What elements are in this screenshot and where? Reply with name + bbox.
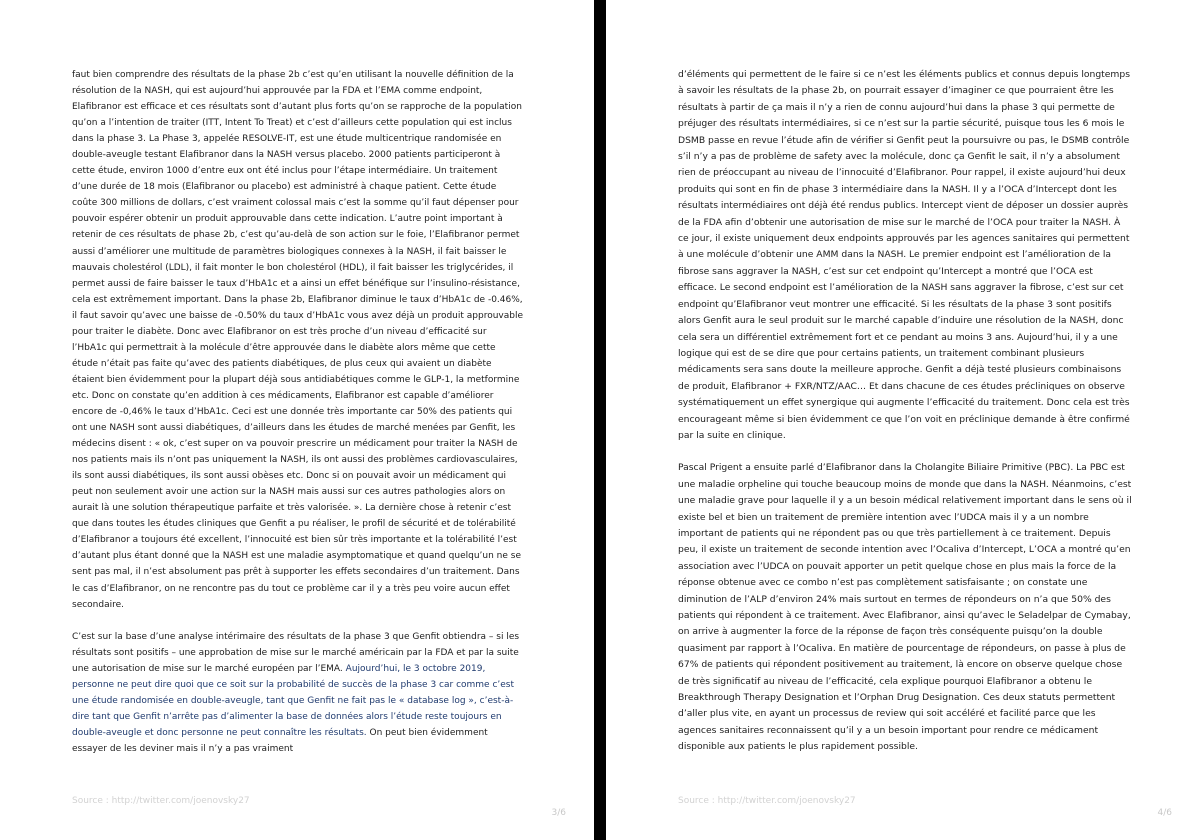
- page-number: 4/6: [1157, 808, 1172, 818]
- document-page-left: [0, 0, 594, 840]
- paragraph-text: On peut bien évidemment essayer de les deviner mais il n’y a pas vraiment: [72, 727, 488, 754]
- paragraph: [72, 629, 524, 757]
- paragraph: d’éléments qui permettent de le faire si ce n’est les éléments publics et connus depuis longtemps à savoir les résultats de la phase 2b, on pourrait essayer d’imaginer ce que pourraient être les résultats à partir de ça mais il n’y a rien de connu aujourd’hui dans la phase 3 qui permette de préjuger des résultats intermédiaires, si ce n’est sur la partie sécurité, puisque tous les 6 mois le DSMB passe en revue l’étude afin de vérifier si Genfit peut la poursuivre ou pas, le DSMB contrôle s’il n’y a pas de problème de safety avec la molécule, donc ça Genfit le sait, il n’y a absolument rien de préoccupant au niveau de l’innocuité d’Elafibranor. Pour rappel, il existe aujourd’hui deux produits qui sont en fin de phase 3 intermédiaire dans la NASH. Il y a l’OCA d’Intercept dont les résultats intermédiaires ont déjà été rendus publics. Intercept vient de déposer un dossier auprès de la FDA afin d’obtenir une autorisation de mise sur le marché de l’OCA pour traiter la NASH. À ce jour, il existe uniquement deux endpoints approuvés par les agences sanitaires qui permettent à une molécule d’obtenir une AMM dans la NASH. Le premier endpoint est l’amélioration de la fibrose sans aggraver la NASH, c’est sur cet endpoint qu’Intercept a montré que l’OCA est efficace. Le second endpoint est l’amélioration de la NASH sans aggraver la fibrose, c’est sur cet endpoint qu’Elafibranor veut montrer une efficacité. Si les résultats de la phase 3 sont positifs alors Genfit aura le seul produit sur le marché capable d’induire une résolution de la NASH, donc cela sera un différentiel extrêmement fort et ce pendant au moins 3 ans. Aujourd’hui, il y a une logique qui est de se dire que pour certains patients, un traitement combinant plusieurs médicaments sera sans doute la meilleure approche. Genfit a déjà testé plusieurs combinaisons de produit, Elafibranor + FXR/NTZ/AAC… Et dans chacune de ces études précliniques on observe systématiquement un effet synergique qui augmente l’efficacité du traitement. Donc cela est très encourageant même si bien évidemment ce que l’on voit en préclinique demande à être confirmé par la suite en clinique.: [678, 69, 1130, 441]
- paragraph: Pascal Prigent a ensuite parlé d’Elafibranor dans la Cholangite Biliaire Primitive (PBC). La PBC est une maladie orpheline qui touche beaucoup moins de monde que dans la NASH. Néanmoins, c’est une maladie grave pour laquelle il y a un besoin médical relativement important dans le sens où il existe bel et bien un traitement de première intention avec l’UDCA mais il y a un nombre important de patients qui ne répondent pas ou que très partiellement à ce traitement. Depuis peu, il existe un traitement de seconde intention avec l’Ocaliva d’Intercept, L’OCA a montré qu’en association avec l’UDCA on pouvait apporter un petit quelque chose en plus mais la force de la réponse obtenue avec ce combo n’est pas complètement satisfaisante ; on constate une diminution de l’ALP d’environ 24% mais surtout en termes de répondeurs on n’a que 50% des patients qui répondent à ce traitement. Avec Elafibranor, ainsi qu’avec le Seladelpar de Cymabay, on arrive à augmenter la force de la réponse de façon très conséquente puisqu’on la double quasiment par rapport à l’Ocaliva. En matière de pourcentage de répondeurs, on passe à plus de 67% de patients qui répondent positivement au traitement, là encore on observe quelque chose de très significatif au niveau de l’efficacité, cela explique pourquoi Elafibranor a obtenu le Breakthrough Therapy Designation et l’Orphan Drug Designation. Ces deux statuts permettent d’aller plus vite, en ayant un processus de review qui soit accéléré et facilité parce que les agences sanitaires reconnaissent qu’il y a un besoin important pour rendre ce médicament disponible aux patients le plus rapidement possible.: [678, 462, 1132, 753]
- footer-source: Source : http://twitter.com/joenovsky27: [72, 796, 250, 806]
- page-body: [72, 67, 524, 757]
- paragraph-text: C’est sur la base d’une analyse intérimaire des résultats de la phase 3 que Genfit obtiendra – si les résultats sont positifs – une approbation de mise sur le marché américain par la FDA et par la suite une autorisation de mise sur le marché européen par l’EMA.: [72, 631, 520, 674]
- document-page-right: [606, 0, 1200, 840]
- footer-source: Source : http://twitter.com/joenovsky27: [678, 796, 856, 806]
- page-number: 3/6: [551, 808, 566, 818]
- highlighted-text: Aujourd’hui, le 3 octobre 2019, personne ne peut dire quoi que ce soit sur la probabilité de succès de la phase 3 car comme c’est une étude randomisée en double-aveugle, tant que Genfit ne fait pas le « database log », c’est-à-dire tant que Genfit n’arrête pas d’alimenter la base de données alors l’étude reste toujours en double-aveugle et donc personne ne peut connaître les résultats.: [72, 663, 515, 738]
- page-body: [678, 67, 1133, 756]
- paragraph: faut bien comprendre des résultats de la phase 2b c’est qu’en utilisant la nouvelle définition de la résolution de la NASH, qui est aujourd’hui approuvée par la FDA et l’EMA comme endpoint, Elafibranor est efficace et ces résultats sont d’autant plus forts qu’on se rapproche de la population qu’on a l’intention de traiter (ITT, Intent To Treat) et c’est d’ailleurs cette population qui est inclus dans la phase 3. La Phase 3, appelée RESOLVE-IT, est une étude multicentrique randomisée en double-aveugle testant Elafibranor dans la NASH versus placebo. 2000 patients participeront à cette étude, environ 1000 d’entre eux ont été inclus pour l’étape intermédiaire. Un traitement d’une durée de 18 mois (Elafibranor ou placebo) est administré à chaque patient. Cette étude coûte 300 millions de dollars, c’est vraiment colossal mais c’est la somme qu’il faut dépenser pour pouvoir espérer obtenir un produit approuvable dans cette indication. L’autre point important à retenir de ces résultats de phase 2b, c’est qu’au-delà de son action sur le foie, l’Elafibranor permet aussi d’améliorer une multitude de paramètres biologiques connexes à la NASH, il fait baisser le mauvais cholestérol (LDL), il fait monter le bon cholestérol (HDL), il fait baisser les triglycérides, il permet aussi de faire baisser le taux d’HbA1c et a ainsi un effet bénéfique sur l’insulino-résistance, cela est extrêmement important. Dans la phase 2b, Elafibranor diminue le taux d’HbA1c de -0.46%, il faut savoir qu’avec une baisse de -0.50% du taux d’HbA1c vous avez déjà un produit approuvable pour traiter le diabète. Donc avec Elafibranor on est très proche d’un niveau d’efficacité sur l’HbA1c qui permettrait à la molécule d’être approuvée dans le diabète alors même que cette étude n’était pas faite qu’avec des patients diabétiques, de plus ceux qui avaient un diabète étaient bien évidemment pour la plupart déjà sous antidiabétiques comme le GLP-1, la metformine etc. Donc on constate qu’en addition à ces médicaments, Elafibranor est capable d’améliorer encore de -0,46% le taux d’HbA1c. Ceci est une donnée très importante car 50% des patients qui ont une NASH sont aussi diabétiques, d’ailleurs dans les études de marché menées par Genfit, les médecins disent : « ok, c’est super on va pouvoir prescrire un médicament pour traiter la NASH de nos patients mais ils n’ont pas uniquement la NASH, ils ont aussi des problèmes cardiovasculaires, ils sont aussi diabétiques, ils sont aussi obèses etc. Donc si on pouvait avoir un médicament qui peut non seulement avoir une action sur la NASH mais aussi sur ces autres pathologies alors on aurait là une solution thérapeutique parfaite et très valorisée. ». La dernière chose à retenir c’est que dans toutes les études cliniques que Genfit a pu réaliser, le profil de sécurité et de tolérabilité d’Elafibranor a toujours été excellent, l’innocuité est bien sûr très importante et la tolérabilité l’est d’autant plus étant donné que la NASH est une maladie asymptomatique et quand quelqu’un ne se sent pas mal, il n’est absolument pas prêt à supporter les effets secondaires d’un traitement. Dans le cas d’Elafibranor, on ne rencontre pas du tout ce problème car il y a très peu voire aucun effet secondaire.: [72, 70, 524, 610]
